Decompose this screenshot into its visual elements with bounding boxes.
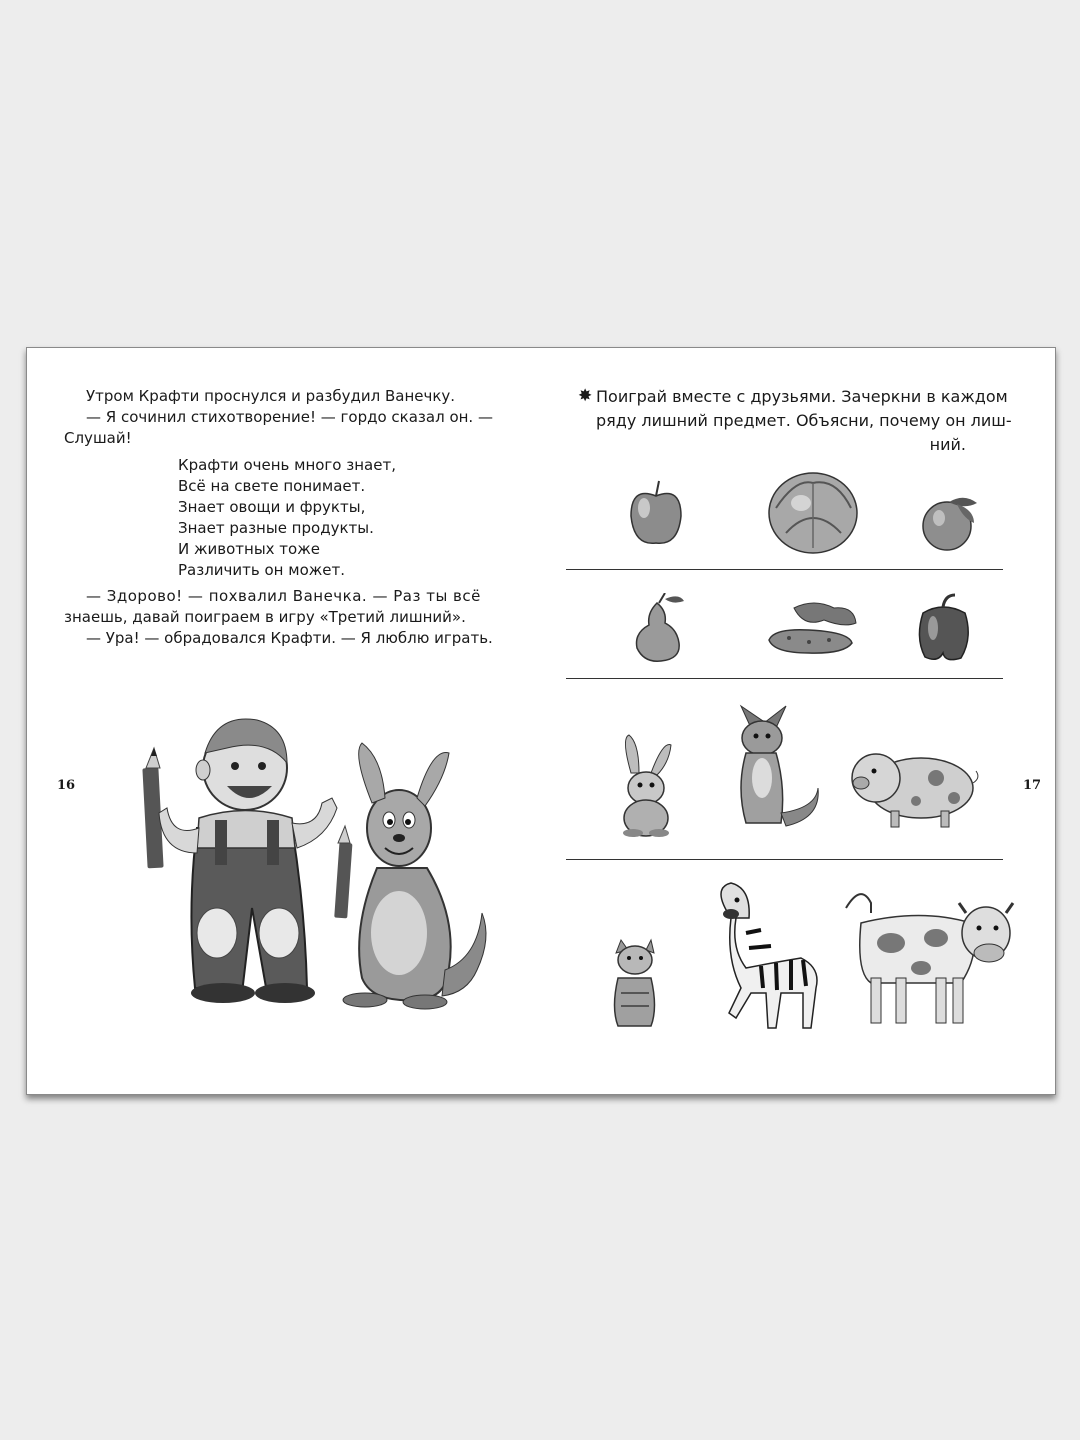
poem-line: Всё на свете понимает. bbox=[178, 477, 366, 495]
dialog-line: — Ура! — обрадовался Крафти. — Я люблю играть. bbox=[86, 629, 493, 647]
row-divider bbox=[566, 569, 1003, 570]
story-text bbox=[64, 386, 504, 649]
boy-and-kangaroo-illustration bbox=[127, 708, 507, 1018]
poem bbox=[178, 455, 504, 581]
fox-illustration bbox=[726, 698, 821, 833]
cucumber-illustration bbox=[764, 598, 859, 658]
poem-line: Знает овощи и фрукты, bbox=[178, 498, 366, 516]
apple-illustration bbox=[626, 478, 686, 548]
task-line: ряду лишний предмет. Объясни, почему он лиш- bbox=[596, 411, 1012, 430]
right-page bbox=[541, 348, 1055, 1094]
pear-illustration bbox=[629, 593, 689, 663]
dialog-line: знаешь, давай поиграем в игру «Третий лишний». bbox=[64, 608, 466, 626]
kangaroo-pencil-illustration bbox=[334, 826, 352, 918]
task-instructions bbox=[578, 385, 1036, 457]
row-divider bbox=[566, 859, 1003, 860]
kangaroo-illustration bbox=[343, 743, 486, 1009]
cow-illustration bbox=[841, 883, 1021, 1033]
zebra-illustration bbox=[691, 878, 831, 1038]
story-line: Слушай! bbox=[64, 429, 132, 447]
story-line: Утром Крафти проснулся и разбудил Ванечку. bbox=[86, 387, 456, 405]
poem-line: И животных тоже bbox=[178, 540, 320, 558]
boy-pencil-illustration bbox=[142, 748, 163, 868]
hare-illustration bbox=[611, 733, 681, 838]
cabbage-illustration bbox=[766, 463, 861, 558]
tangerine-illustration bbox=[919, 488, 981, 553]
row-divider bbox=[566, 678, 1003, 679]
poem-line: Знает разные продукты. bbox=[178, 519, 374, 537]
poem-line: Крафти очень много знает, bbox=[178, 456, 396, 474]
dialog-line: — Здорово! — похвалил Ванечка. — Раз ты всё bbox=[86, 587, 481, 605]
bell-pepper-illustration bbox=[913, 593, 975, 663]
pig-illustration bbox=[846, 743, 981, 833]
boy-illustration bbox=[159, 719, 337, 1003]
page-number-left: 16 bbox=[57, 778, 76, 793]
cat-illustration bbox=[606, 938, 661, 1033]
poem-line: Различить он может. bbox=[178, 561, 345, 579]
sun-burst-icon: ✸ bbox=[578, 386, 593, 406]
task-line: ний. bbox=[929, 435, 966, 454]
left-page bbox=[27, 348, 541, 1094]
story-line: — Я сочинил стихотворение! — гордо сказал он. — bbox=[86, 408, 493, 426]
book-spread bbox=[26, 347, 1056, 1095]
task-line: Поиграй вместе с друзьями. Зачеркни в каждом bbox=[596, 387, 1008, 406]
page-number-right: 17 bbox=[1023, 778, 1042, 793]
